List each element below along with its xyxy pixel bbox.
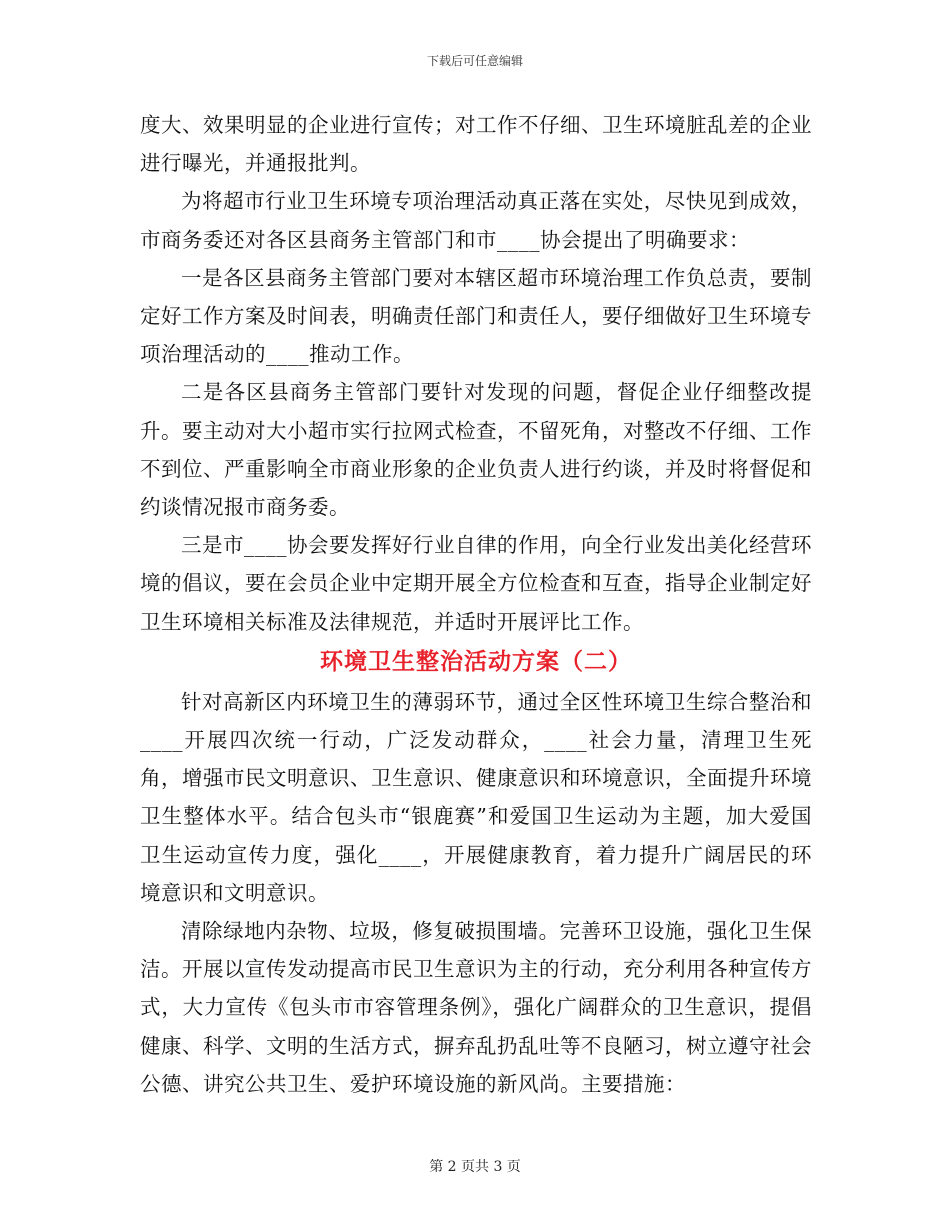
paragraph-requirement-3: 三是市____协会要发挥好行业自律的作用，向全行业发出美化经营环境的倡议，要在会员企业中定期开展全方位检查和互查，指导企业制定好卫生环境相关标准及法律规范，并适时开展评比工作。 [140, 533, 812, 634]
paragraph-plan-measures: 清除绿地内杂物、垃圾，修复破损围墙。完善环卫设施，强化卫生保洁。开展以宣传发动提高市民卫生意识为主的行动，充分利用各种宣传方式，大力宣传《包头市市容管理条例》，强化广阔群众的卫生意识，提倡健康、科学、文明的生活方式，摒弃乱扔乱吐等不良陋习，树立遵守社会公德、讲究公共卫生、爱护环境设施的新风尚。主要措施： [140, 919, 812, 1096]
paragraph-continued: 度大、效果明显的企业进行宣传；对工作不仔细、卫生环境脏乱差的企业进行曝光，并通报批判。 [140, 113, 812, 176]
paragraph-requirement-2: 二是各区县商务主管部门要针对发现的问题，督促企业仔细整改提升。要主动对大小超市实行拉网式检查，不留死角，对整改不仔细、工作不到位、严重影响全市商业形象的企业负责人进行约谈，并及时将督促和约谈情况报市商务委。 [140, 380, 812, 520]
paragraph-plan-overview: 针对高新区内环境卫生的薄弱环节，通过全区性环境卫生综合整治和____开展四次统一行动，广泛发动群众，____社会力量，清理卫生死角，增强市民文明意识、卫生意识、健康意识和环境意识，全面提升环境卫生整体水平。结合包头市“银鹿赛”和爱国卫生运动为主题，加大爱国卫生运动宣传力度，强化____，开展健康教育，着力提升广阔居民的环境意识和文明意识。 [140, 689, 812, 905]
paragraph-requirements-intro: 为将超市行业卫生环境专项治理活动真正落在实处，尽快见到成效，市商务委还对各区县商务主管部门和市____协会提出了明确要求： [140, 189, 812, 252]
document-body [140, 106, 812, 1103]
page-header: 下载后可任意编辑 [426, 54, 523, 68]
paragraph-requirement-1: 一是各区县商务主管部门要对本辖区超市环境治理工作负总责，要制定好工作方案及时间表，明确责任部门和责任人，要仔细做好卫生环境专项治理活动的____推动工作。 [140, 265, 812, 367]
page-footer: 第 2 页共 3 页 [429, 1159, 521, 1175]
section-title: 环境卫生整治活动方案（二） [320, 647, 632, 675]
